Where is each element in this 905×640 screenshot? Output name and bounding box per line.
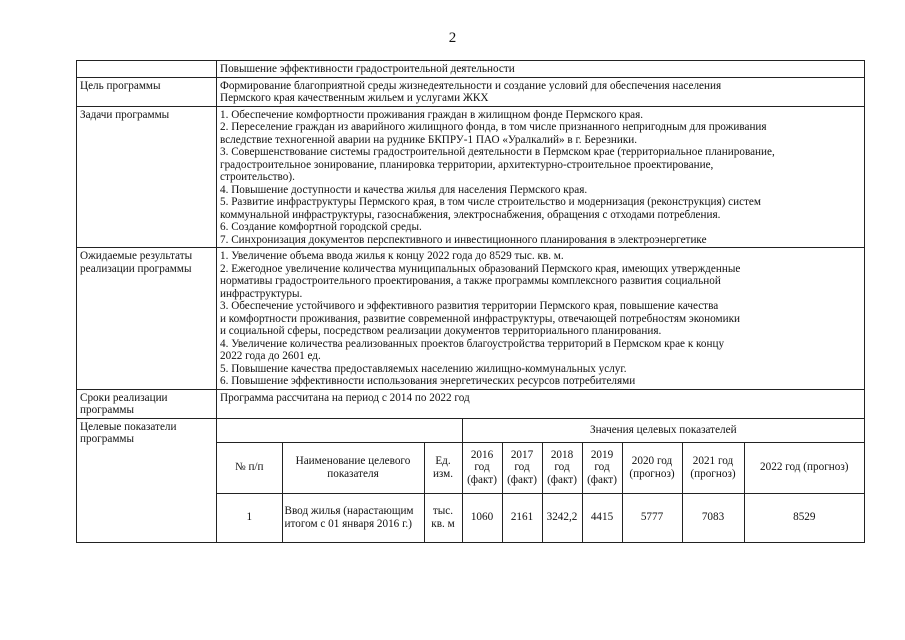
row-label: Сроки реализации программы xyxy=(77,389,217,418)
content-line: 2. Ежегодное увеличение количества муниципальных образований Пермского края, имеющих утвержденные xyxy=(220,262,741,275)
header-num: № п/п xyxy=(217,442,282,493)
indicators-empty-header xyxy=(217,419,462,443)
indicator-value: 7083 xyxy=(682,493,744,542)
header-year: 2016 год (факт) xyxy=(462,442,502,493)
content-line: 6. Создание комфортной городской среды. xyxy=(220,221,422,233)
content-line: вследствие техногенной аварии на руднике БКПРУ-1 ПАО «Уралкалий» в г. Березники. xyxy=(220,133,638,146)
header-year: 2020 год (прогноз) xyxy=(622,442,682,493)
content-line: коммунальной инфраструктуры, газоснабжения, электроснабжения, обращения с отходами потребления. xyxy=(220,208,721,221)
indicator-value: 5777 xyxy=(622,493,682,542)
content-line: 1. Обеспечение комфортности проживания граждан в жилищном фонде Пермского края. xyxy=(220,108,644,121)
row-label: Задачи программы xyxy=(77,106,217,248)
row-content xyxy=(217,248,865,390)
content-line: 4. Повышение доступности и качества жилья для населения Пермского края. xyxy=(220,183,588,196)
passport-row xyxy=(77,248,865,390)
content-line: 1. Увеличение объема ввода жилья к концу 2022 года до 8529 тыс. кв. м. xyxy=(220,250,564,262)
header-name: Наименование целевого показателя xyxy=(282,442,424,493)
header-year: 2018 год (факт) xyxy=(542,442,582,493)
passport-row xyxy=(77,389,865,418)
content-line: Программа рассчитана на период с 2014 по 2022 год xyxy=(220,391,470,404)
row-content xyxy=(217,389,865,418)
content-line: 3. Совершенствование системы градостроительной деятельности в Пермском крае (территориальное планирование, xyxy=(220,146,775,158)
content-line: 2. Переселение граждан из аварийного жилищного фонда, в том числе признанного непригодным для проживания xyxy=(220,121,767,133)
content-line: Повышение эффективности градостроительной деятельности xyxy=(220,63,515,75)
content-line: и социальной сферы, посредством реализации документов территориального планирования. xyxy=(220,325,662,337)
passport-row xyxy=(77,106,865,248)
content-line: 4. Увеличение количества реализованных проектов благоустройства территорий в Пермском крае к концу xyxy=(220,337,725,350)
content-line: 5. Развитие инфраструктуры Пермского края, в том числе строительство и модернизация (реконструкция) систем xyxy=(220,196,761,208)
passport-row xyxy=(77,77,865,106)
indicator-value: 3242,2 xyxy=(542,493,582,542)
content-line: и комфортности проживания, развитие современной инфраструктуры, отвечающей потребностям экономики xyxy=(220,312,741,325)
indicators-title: Значения целевых показателей xyxy=(462,419,864,443)
indicator-row xyxy=(217,493,864,542)
content-line: Формирование благоприятной среды жизнедеятельности и создание условий для обеспечения населения xyxy=(220,79,722,92)
header-unit: Ед. изм. xyxy=(424,442,462,493)
row-label: Целевые показатели программы xyxy=(77,418,217,542)
content-line: 5. Повышение качества предоставляемых населению жилищно-коммунальных услуг. xyxy=(220,362,627,375)
content-line: градостроительное зонирование, планировка территории, архитектурно-строительное проектирование, xyxy=(220,158,714,171)
header-year: 2022 год (прогноз) xyxy=(744,442,864,493)
indicators-cell xyxy=(217,418,865,542)
row-label xyxy=(77,61,217,78)
program-passport-table xyxy=(76,60,865,543)
indicator-value: 8529 xyxy=(744,493,864,542)
indicator-name: Ввод жилья (нарастающим итогом с 01 января 2016 г.) xyxy=(282,493,424,542)
passport-row-indicators xyxy=(77,418,865,542)
indicator-num: 1 xyxy=(217,493,282,542)
indicator-value: 1060 xyxy=(462,493,502,542)
indicator-value: 4415 xyxy=(582,493,622,542)
indicator-value: 2161 xyxy=(502,493,542,542)
indicators-table xyxy=(217,419,864,542)
content-line: 3. Обеспечение устойчивого и эффективного развития территории Пермского края, повышение качества xyxy=(220,300,719,312)
row-label: Цель программы xyxy=(77,77,217,106)
row-label: Ожидаемые результаты реализации программы xyxy=(77,248,217,390)
row-content xyxy=(217,77,865,106)
content-line: строительство). xyxy=(220,171,295,183)
page-number: 2 xyxy=(448,30,457,46)
content-line: 2022 года до 2601 ед. xyxy=(220,350,321,362)
header-year: 2019 год (факт) xyxy=(582,442,622,493)
content-line: Пермского края качественным жильем и услугами ЖКХ xyxy=(220,92,489,104)
row-content xyxy=(217,106,865,248)
header-year: 2017 год (факт) xyxy=(502,442,542,493)
content-line: 7. Синхронизация документов перспективного и инвестиционного планирования в электроэнергетике xyxy=(220,233,707,246)
indicator-unit: тыс. кв. м xyxy=(424,493,462,542)
content-line: нормативы градостроительного проектирования, а также программы комплексного развития социальной xyxy=(220,275,721,287)
content-line: 6. Повышение эффективности использования энергетических ресурсов потребителями xyxy=(220,375,636,387)
content-line: инфраструктуры. xyxy=(220,287,303,300)
passport-row xyxy=(77,61,865,78)
header-year: 2021 год (прогноз) xyxy=(682,442,744,493)
row-content xyxy=(217,61,865,78)
